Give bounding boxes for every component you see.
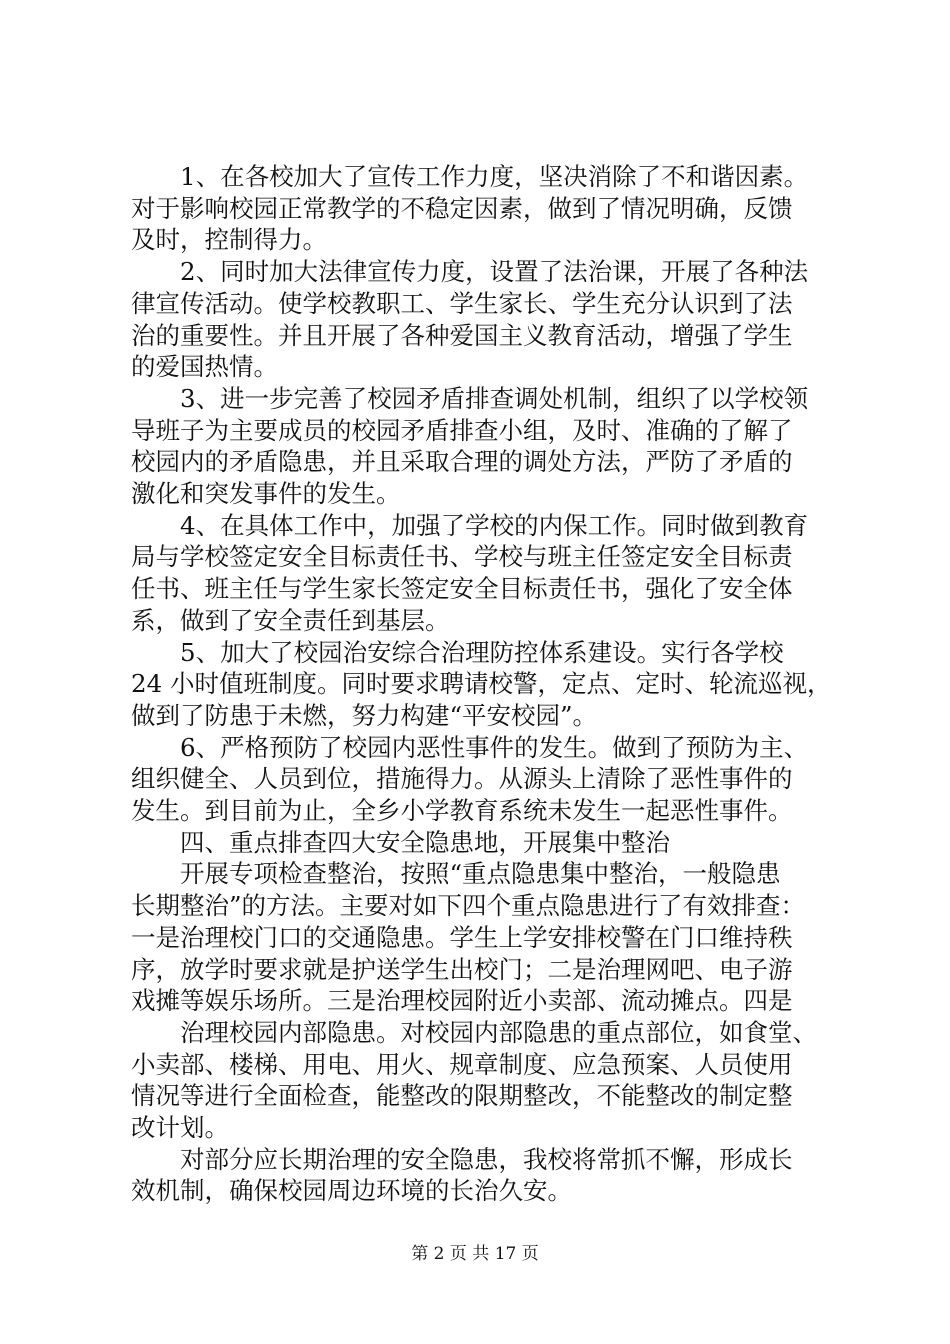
page-footer: 第 2 页 共 17 页	[411, 1244, 539, 1264]
body-line: 治理校园内部隐患。对校园内部隐患的重点部位，如食堂、	[131, 1017, 817, 1047]
body-line: 及时，控制得力。	[131, 225, 327, 255]
body-line: 发生。到目前为止，全乡小学教育系统未发生一起恶性事件。	[131, 796, 793, 825]
body-line: 小卖部、楼梯、用电、用火、规章制度、应急预案、人员使用	[131, 1049, 793, 1079]
body-line: 局与学校签定安全目标责任书、学校与班主任签定安全目标责	[131, 542, 793, 572]
body-line: 戏摊等娱乐场所。三是治理校园附近小卖部、流动摊点。四是	[131, 986, 793, 1016]
body-line: 组织健全、人员到位，措施得力。从源头上清除了恶性事件的	[131, 764, 793, 794]
body-line: 2、同时加大法律宣传力度，设置了法治课，开展了各种法	[131, 257, 809, 287]
body-line: 序，放学时要求就是护送学生出校门；二是治理网吧、电子游	[131, 954, 793, 984]
body-line: 系，做到了安全责任到基层。	[131, 605, 450, 635]
section-heading: 四、重点排查四大安全隐患地，开展集中整治	[131, 827, 670, 857]
body-line: 改计划。	[131, 1113, 229, 1142]
body-line: 4、在具体工作中，加强了学校的内保工作。同时做到教育	[131, 510, 809, 540]
body-line: 律宣传活动。使学校教职工、学生家长、学生充分认识到了法	[131, 288, 793, 318]
body-line: 情况等进行全面检查，能整改的限期整改，不能整改的制定整	[131, 1081, 793, 1111]
body-line: 6、严格预防了校园内恶性事件的发生。做到了预防为主、	[131, 732, 809, 762]
body-line: 对于影响校园正常教学的不稳定因素，做到了情况明确，反馈	[131, 193, 793, 223]
body-line: 一是治理校门口的交通隐患。学生上学安排校警在门口维持秩	[131, 922, 793, 952]
body-line: 校园内的矛盾隐患，并且采取合理的调处方法，严防了矛盾的	[131, 447, 793, 477]
body-line: 导班子为主要成员的校园矛盾排查小组，及时、准确的了解了	[131, 415, 793, 445]
body-line: 激化和突发事件的发生。	[131, 479, 401, 508]
body-line: 24 小时值班制度。同时要求聘请校警，定点、定时、轮流巡视，	[131, 669, 832, 699]
body-line: 的爱国热情。	[131, 352, 278, 382]
body-line: 做到了防患于未燃，努力构建“平安校园”。	[131, 700, 598, 730]
body-line: 3、进一步完善了校园矛盾排查调处机制，组织了以学校领	[131, 383, 809, 413]
body-line: 治的重要性。并且开展了各种爱国主义教育活动，增强了学生	[131, 320, 793, 350]
body-line: 开展专项检查整治，按照“重点隐患集中整治，一般隐患	[131, 859, 781, 889]
body-line: 任书、班主任与学生家长签定安全目标责任书，强化了安全体	[131, 574, 793, 604]
body-line: 对部分应长期治理的安全隐患，我校将常抓不懈，形成长	[131, 1144, 793, 1174]
body-line: 5、加大了校园治安综合治理防控体系建设。实行各学校	[131, 637, 784, 667]
body-line: 长期整治”的方法。主要对如下四个重点隐患进行了有效排查：	[131, 891, 806, 921]
body-line: 1、在各校加大了宣传工作力度，坚决消除了不和谐因素。	[131, 162, 809, 191]
body-line: 效机制，确保校园周边环境的长治久安。	[131, 1176, 572, 1206]
